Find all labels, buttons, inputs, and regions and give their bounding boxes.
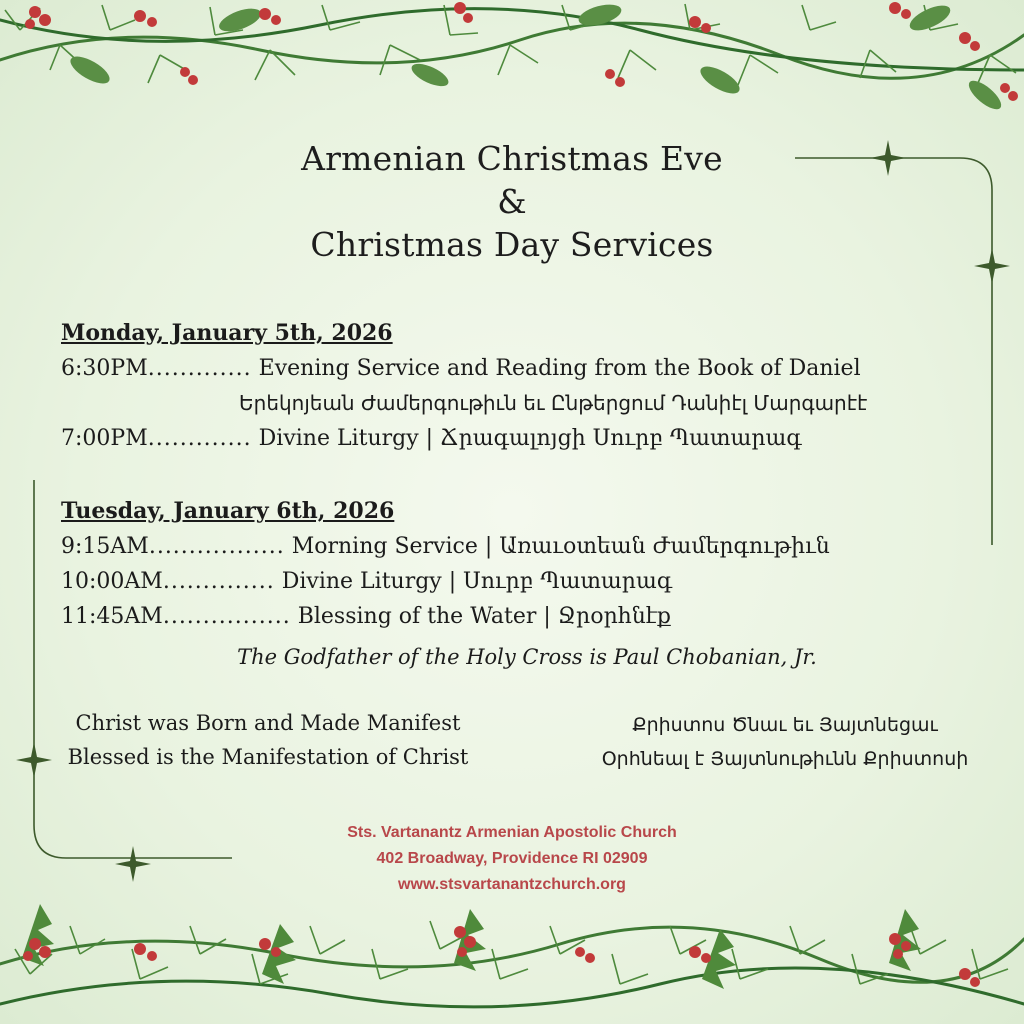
title-line-1: Armenian Christmas Eve — [301, 139, 723, 178]
blessing-armenian-line-2: Օրհնեալ է Յայտնութիւնն Քրիստոսի — [601, 748, 969, 770]
church-address: 402 Broadway, Providence RI 02909 — [376, 850, 648, 867]
blessing-armenian — [565, 708, 1005, 776]
monday-schedule — [61, 316, 867, 456]
title-ampersand: & — [497, 182, 527, 221]
church-info — [0, 820, 1024, 898]
leader-dots: ................ — [162, 604, 291, 629]
schedule-row — [61, 421, 867, 456]
schedule-row — [61, 529, 830, 564]
church-name: Sts. Vartanantz Armenian Apostolic Church — [347, 824, 677, 841]
tuesday-schedule — [61, 494, 830, 634]
leader-dots: ............. — [147, 426, 252, 451]
service-title: Divine Liturgy | Սուրբ Պատարագ — [274, 569, 673, 594]
service-time: 11:45AM — [61, 604, 163, 629]
schedule-row — [61, 564, 830, 599]
schedule-row-armenian — [61, 386, 867, 421]
blessing-english-line-1: Christ was Born and Made Manifest — [75, 711, 461, 735]
leader-dots: ................. — [148, 534, 285, 559]
service-title: Blessing of the Water | Ջրօրհնէք — [290, 604, 671, 629]
blessing-armenian-line-1: Քրիստոս Ծնաւ եւ Յայտնեցաւ — [632, 714, 938, 736]
tuesday-heading: Tuesday, January 6th, 2026 — [61, 498, 395, 524]
monday-heading: Monday, January 5th, 2026 — [61, 320, 393, 346]
schedule-row — [61, 599, 830, 634]
leader-dots: .............. — [162, 569, 275, 594]
title-line-3: Christmas Day Services — [310, 225, 714, 264]
service-title-armenian: Երեկոյեան Ժամերգութիւն եւ Ընթերցում Դանիէլ Մարգարէէ — [239, 391, 868, 415]
service-title: Divine Liturgy | Ճրագալոյցի Սուրբ Պատարագ — [251, 426, 802, 451]
church-website[interactable]: www.stsvartanantzchurch.org — [398, 876, 626, 893]
service-title: Evening Service and Reading from the Book of Daniel — [251, 356, 861, 381]
service-title: Morning Service | Առաւօտեան Ժամերգութիւն — [284, 534, 830, 559]
sparkle-icon — [16, 742, 52, 778]
godfather-note: The Godfather of the Holy Cross is Paul Chobanian, Jr. — [237, 645, 817, 669]
blessing-english — [48, 706, 488, 774]
leader-dots: ............. — [147, 356, 252, 381]
service-time: 6:30PM — [61, 356, 148, 381]
service-time: 10:00AM — [61, 569, 163, 594]
service-time: 9:15AM — [61, 534, 149, 559]
blessing-english-line-2: Blessed is the Manifestation of Christ — [67, 745, 469, 769]
service-time: 7:00PM — [61, 426, 148, 451]
schedule-row — [61, 351, 867, 386]
